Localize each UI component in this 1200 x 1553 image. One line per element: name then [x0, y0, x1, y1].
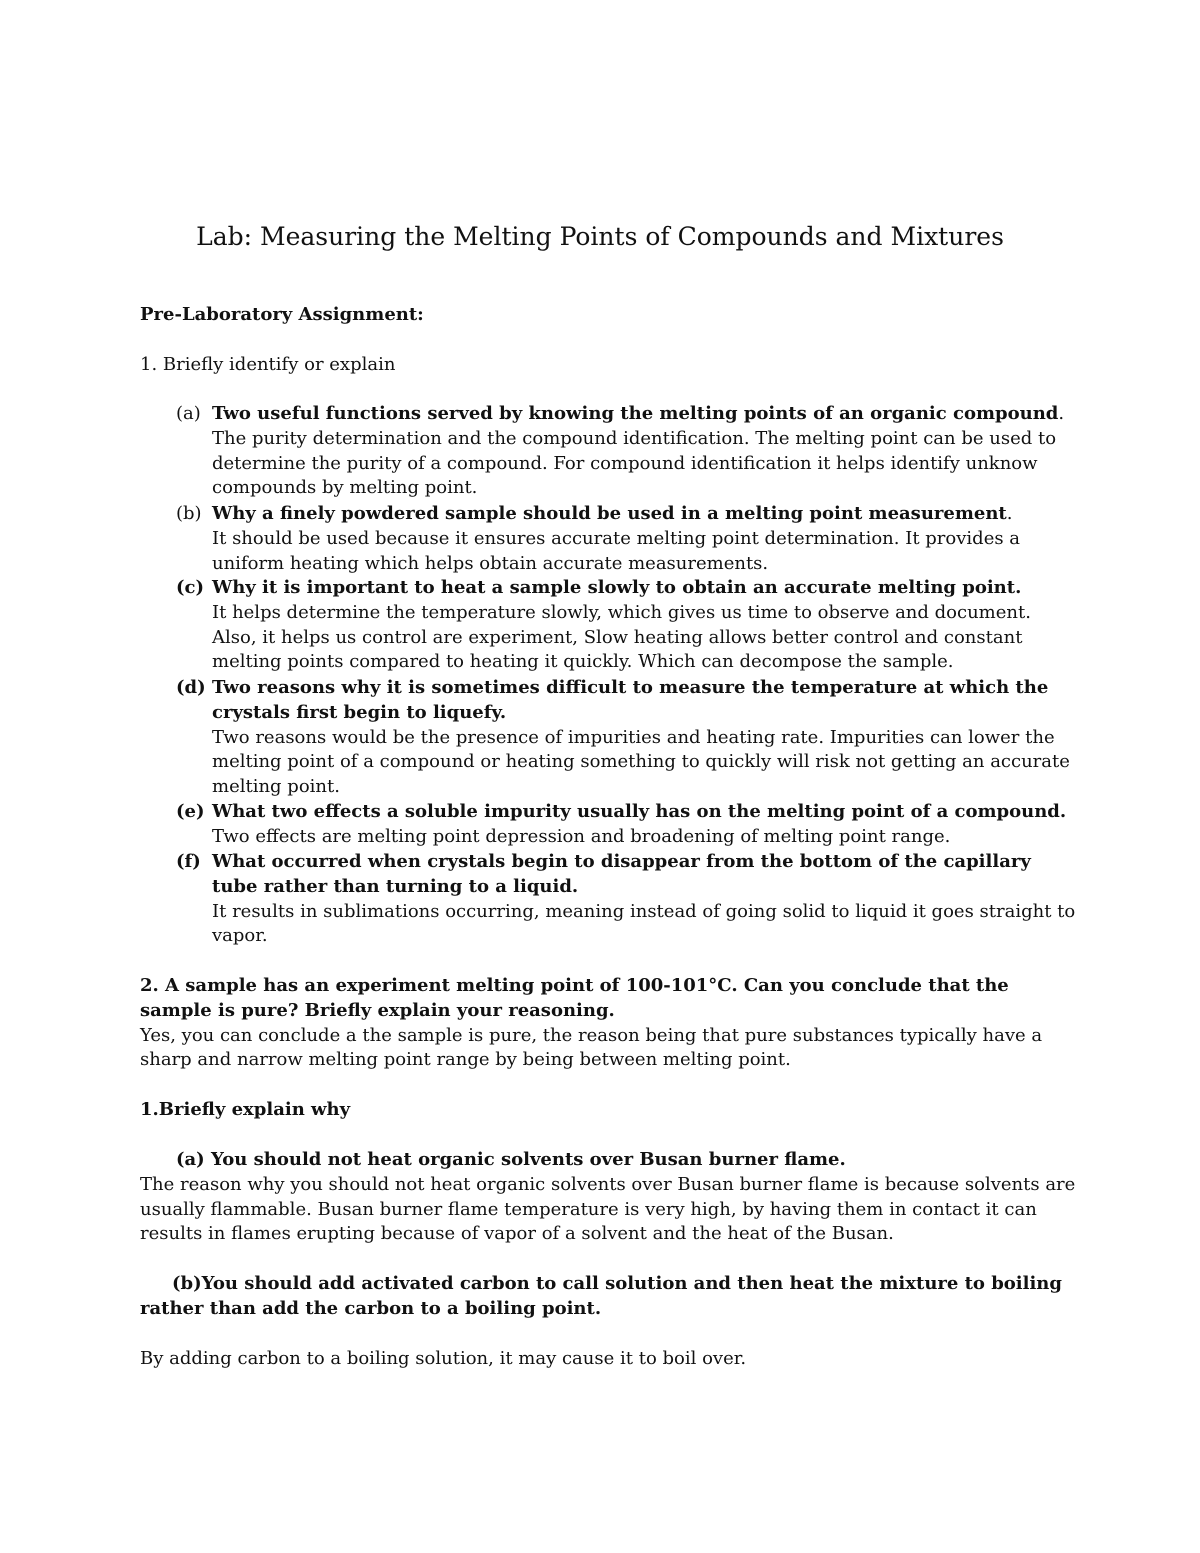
- item-question: Why it is important to heat a sample slowly to obtain an accurate melting point.: [212, 577, 1022, 598]
- question-1a: [176, 402, 1076, 501]
- item-question: You should not heat organic solvents over Busan burner flame.: [210, 1149, 846, 1170]
- question-1d: [176, 676, 1076, 800]
- item-question-suffix: .: [1006, 503, 1013, 524]
- question-1c: [176, 576, 1076, 675]
- question-2-answer: Yes, you can conclude a the sample is pure, the reason being that pure substances typically have a sharp and narrow melting point range by being between melting point.: [140, 1024, 1043, 1071]
- item-question-suffix: .: [1058, 403, 1065, 424]
- item-label: (c): [176, 577, 204, 598]
- item-question: Two reasons why it is sometimes difficult to measure the temperature at which the crystals first begin to liquefy.: [212, 677, 1049, 723]
- document-title: Lab: Measuring the Melting Points of Compounds and Mixtures: [196, 222, 1004, 251]
- item-question: What two effects a soluble impurity usually has on the melting point of a compound.: [212, 801, 1067, 822]
- item-question: You should add activated carbon to call solution and then heat the mixture to boiling rather than add the carbon to a boiling point.: [140, 1273, 1062, 1319]
- item-label: (a): [176, 403, 201, 424]
- question-3b: [140, 1272, 1080, 1322]
- item-answer: The purity determination and the compound identification. The melting point can be used to determine the purity of a compound. For compound identification it helps identify unknow compounds by melting point.: [212, 427, 1057, 499]
- item-question: Two useful functions served by knowing the melting points of an organic compound: [212, 403, 1059, 424]
- question-2: [140, 974, 1080, 1073]
- item-question: What occurred when crystals begin to disappear from the bottom of the capillary tube rather than turning to a liquid.: [212, 851, 1031, 897]
- item-answer: Two effects are melting point depression and broadening of melting point range.: [212, 825, 951, 847]
- question-2-text: 2. A sample has an experiment melting point of 100-101°C. Can you conclude that the sample is pure? Briefly explain your reasoning.: [140, 975, 1009, 1021]
- question-1e: [176, 800, 1076, 850]
- item-answer: It results in sublimations occurring, meaning instead of going solid to liquid it goes straight to vapor.: [212, 900, 1076, 947]
- question-1f: [176, 850, 1076, 949]
- item-label: (d): [176, 677, 206, 698]
- item-label: (f): [176, 851, 201, 872]
- item-question: Why a finely powdered sample should be used in a melting point measurement: [212, 503, 1007, 524]
- item-label: (e): [176, 801, 205, 822]
- question-3a: [140, 1148, 1080, 1247]
- item-label: (b): [176, 503, 202, 524]
- question-3b-answer: By adding carbon to a boiling solution, it may cause it to boil over.: [140, 1348, 747, 1369]
- question-1b: [176, 502, 1076, 576]
- item-label: (b): [172, 1273, 202, 1294]
- item-answer: It helps determine the temperature slowly, which gives us time to observe and document. Also, it helps us control are experiment, Slow heating allows better control and constant melting points compared to heating it quickly. Which can decompose the sample.: [212, 601, 1031, 673]
- pre-lab-heading: Pre-Laboratory Assignment:: [140, 304, 424, 325]
- item-answer: The reason why you should not heat organic solvents over Busan burner flame is because solvents are usually flammable. Busan burner flame temperature is very high, by having them in contact it can results in flames erupting because of vapor of a solvent and the heat of the Busan.: [140, 1173, 1076, 1245]
- item-answer: Two reasons would be the presence of impurities and heating rate. Impurities can lower the melting point of a compound or heating something to quickly will risk not getting an accurate melting point.: [212, 726, 1070, 798]
- item-answer: It should be used because it ensures accurate melting point determination. It provides a uniform heating which helps obtain accurate measurements.: [212, 527, 1021, 574]
- item-label: (a): [176, 1149, 205, 1170]
- briefly-explain-heading: 1.Briefly explain why: [140, 1099, 351, 1120]
- question-1-intro: 1. Briefly identify or explain: [140, 354, 396, 375]
